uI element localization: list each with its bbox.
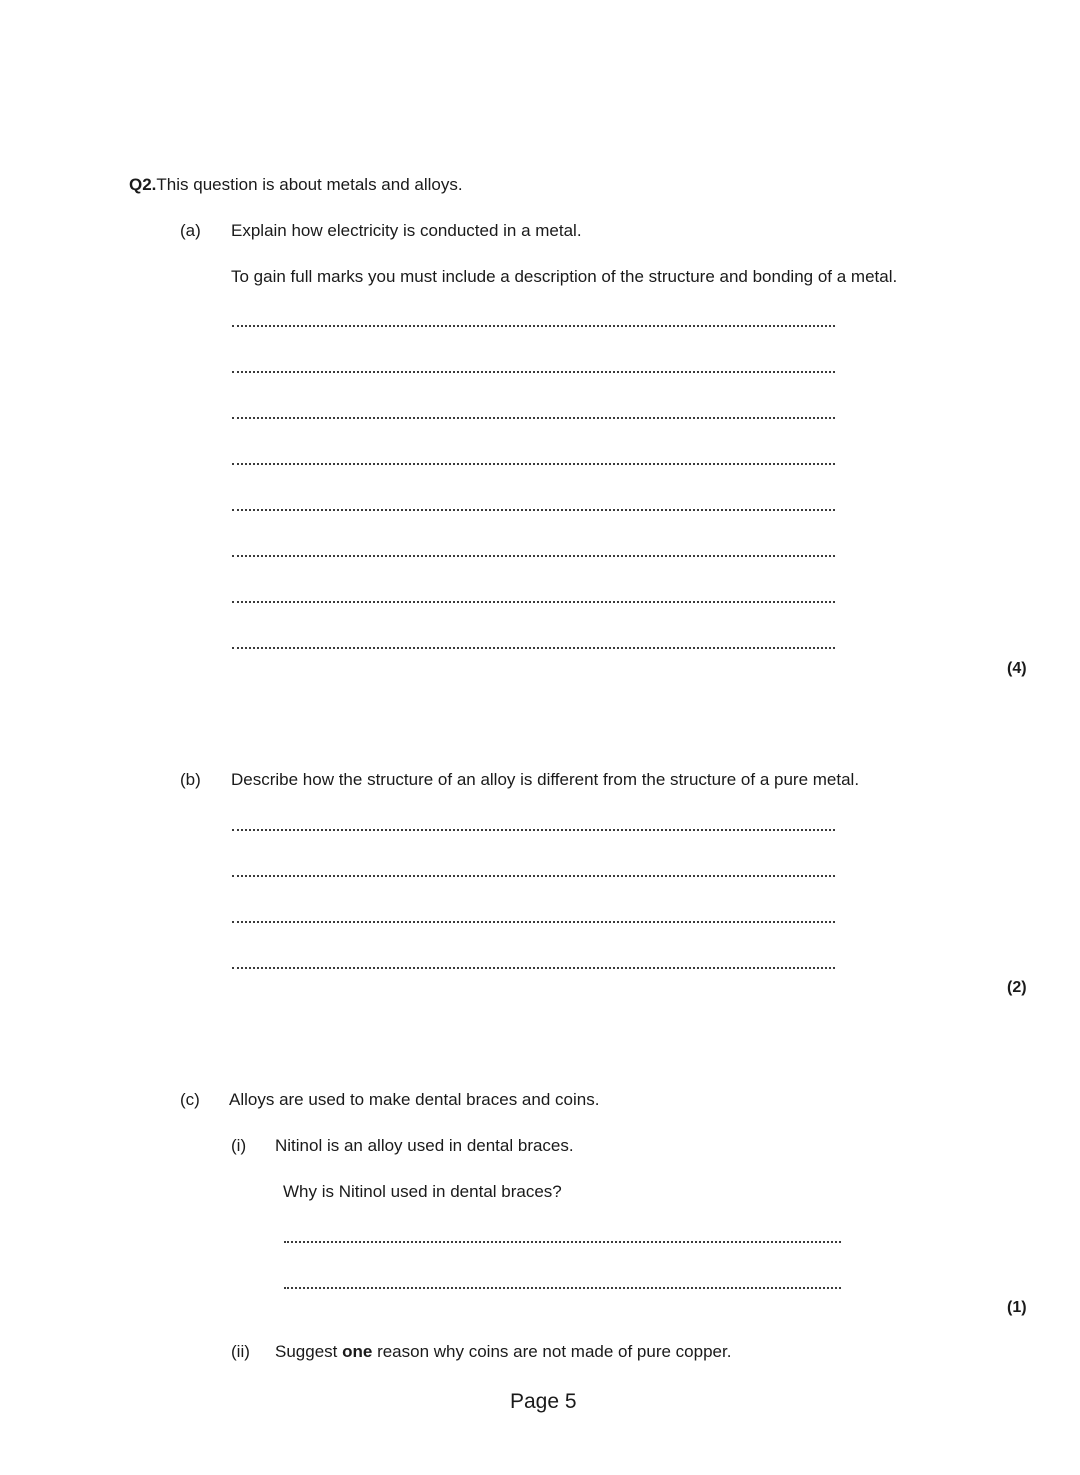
answer-line[interactable] (232, 509, 835, 511)
page-number: Page 5 (510, 1390, 577, 1413)
part-c-i-question: Why is Nitinol used in dental braces? (283, 1182, 562, 1201)
answer-line[interactable] (232, 601, 835, 603)
answer-line[interactable] (284, 1287, 841, 1289)
part-a-prompt: Explain how electricity is conducted in a metal. (231, 221, 582, 240)
part-c-ii-prompt (275, 1343, 731, 1360)
answer-line[interactable] (232, 555, 835, 557)
part-c-i-statement: Nitinol is an alloy used in dental braces. (275, 1136, 574, 1155)
answer-line[interactable] (232, 371, 835, 373)
answer-line[interactable] (232, 463, 835, 465)
part-c-i-marks: (1) (1007, 1299, 1027, 1316)
answer-line[interactable] (232, 875, 835, 877)
question-number: Q2. (129, 175, 157, 194)
answer-line[interactable] (284, 1241, 841, 1243)
part-c-i-label: (i) (231, 1136, 247, 1155)
answer-line[interactable] (232, 921, 835, 923)
answer-line[interactable] (232, 647, 835, 649)
part-a-marks: (4) (1007, 660, 1027, 677)
part-a-label: (a) (180, 221, 201, 240)
part-c-ii-text-after: reason why coins are not made of pure copper. (372, 1342, 732, 1361)
part-b-marks: (2) (1007, 979, 1027, 996)
question-header (129, 176, 463, 193)
part-a-instruction: To gain full marks you must include a description of the structure and bonding of a metal. (231, 267, 898, 286)
part-c-label: (c) (180, 1090, 200, 1109)
part-c-ii-label: (ii) (231, 1342, 250, 1361)
part-b-label: (b) (180, 770, 201, 789)
part-b-prompt: Describe how the structure of an alloy is different from the structure of a pure metal. (231, 770, 860, 789)
answer-line[interactable] (232, 829, 835, 831)
answer-line[interactable] (232, 325, 835, 327)
part-c-ii-emphasis: one (342, 1342, 373, 1361)
part-c-ii-text-before: Suggest (275, 1342, 343, 1361)
question-intro: This question is about metals and alloys. (156, 175, 463, 194)
part-c-prompt: Alloys are used to make dental braces and coins. (229, 1090, 600, 1109)
answer-line[interactable] (232, 967, 835, 969)
answer-line[interactable] (232, 417, 835, 419)
